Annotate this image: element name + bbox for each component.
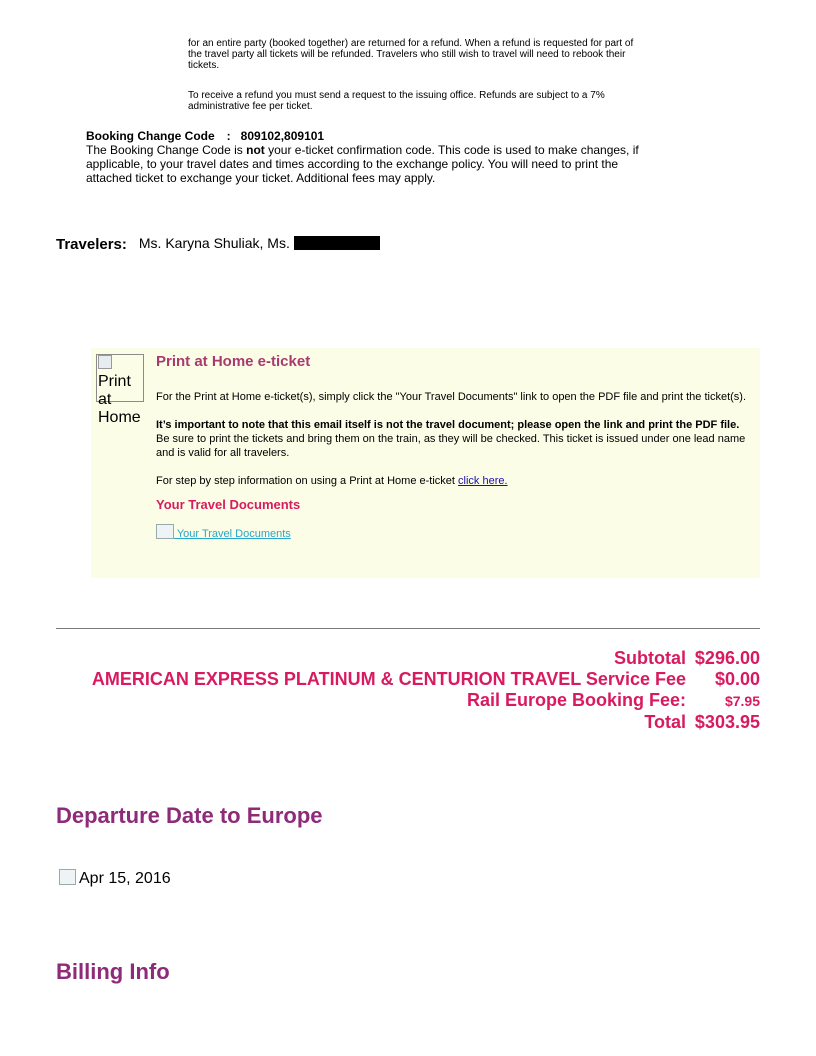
booking-change-code-line <box>86 129 656 143</box>
travel-documents-link-row <box>156 524 746 542</box>
refund-request-text: To receive a refund you must send a request to the issuing office. Refunds are subject to a 7% administrative fee per ticket. <box>188 90 605 112</box>
booking-change-description <box>86 143 656 185</box>
travel-documents-link[interactable] <box>156 528 291 540</box>
print-at-home-panel <box>91 348 760 578</box>
click-here-link[interactable]: click here. <box>458 475 508 487</box>
total-row <box>92 712 760 733</box>
booking-change-codes: 809102,809101 <box>240 129 325 143</box>
price-totals <box>92 648 760 733</box>
service-fee-label: AMERICAN EXPRESS PLATINUM & CENTURION TRAVEL Service Fee <box>91 669 686 689</box>
eticket-title: Print at Home e-ticket <box>156 353 311 370</box>
booking-change-section <box>86 129 656 185</box>
total-label: Total <box>644 712 686 732</box>
booking-fee-value: $7.95 <box>724 693 760 709</box>
travel-documents-heading: Your Travel Documents <box>156 497 301 512</box>
booking-fee-label: Rail Europe Booking Fee: <box>466 690 686 710</box>
booking-change-separator: : <box>226 129 231 143</box>
travelers-names: Ms. Karyna Shuliak, Ms. <box>138 235 290 251</box>
subtotal-row <box>92 648 760 669</box>
service-fee-value: $0.00 <box>714 669 760 689</box>
refund-party-text: for an entire party (booked together) are returned for a refund. When a refund is requested for part of the travel party all tickets will be refunded. Travelers who still wish to travel will need to rebook their tickets. <box>188 38 634 71</box>
print-at-home-image <box>96 354 144 426</box>
totals-divider <box>56 628 760 629</box>
eticket-important-rest: Be sure to print the tickets and bring them on the train, as they will be checked. This ticket is issued under one lead name and is valid for all travelers. <box>156 433 746 459</box>
document-icon <box>156 524 174 539</box>
travelers-row <box>56 235 380 253</box>
booking-desc-part: your e-ticket confirmation code. This code is used to make changes, if applicable, to your travel dates and times according to the exchange policy. You will need to print the attached ticket to exchange your ticket. Additional fees may apply. <box>86 143 639 185</box>
booking-fee-row <box>92 690 760 712</box>
eticket-important-bold: It’s important to note that this email itself is not the travel document; please open the link and print the PDF file. <box>156 419 740 431</box>
print-at-home-image-alt: Print at Home <box>98 373 141 426</box>
departure-date: Apr 15, 2016 <box>79 870 171 887</box>
calendar-icon <box>59 869 76 885</box>
eticket-step-info <box>156 474 746 488</box>
eticket-important-note <box>156 418 746 460</box>
booking-desc-emphasis: not <box>246 143 265 157</box>
departure-heading: Departure Date to Europe <box>56 803 323 828</box>
broken-image-icon <box>98 355 112 369</box>
billing-heading: Billing Info <box>56 959 170 984</box>
eticket-step-text: For step by step information on using a Print at Home e-ticket <box>156 475 459 487</box>
booking-desc-part: The Booking Change Code is <box>86 143 247 157</box>
redacted-name-block <box>294 236 380 250</box>
total-value: $303.95 <box>694 712 760 732</box>
travelers-label: Travelers: <box>56 236 127 253</box>
departure-date-row <box>59 869 171 888</box>
travel-documents-link-label: Your Travel Documents <box>174 528 291 540</box>
service-fee-row <box>92 669 760 690</box>
booking-change-label: Booking Change Code <box>86 129 215 143</box>
subtotal-label: Subtotal <box>614 648 686 668</box>
eticket-instructions: For the Print at Home e-ticket(s), simply click the "Your Travel Documents" link to open the PDF file and print the ticket(s). <box>156 391 747 403</box>
subtotal-value: $296.00 <box>694 648 760 668</box>
